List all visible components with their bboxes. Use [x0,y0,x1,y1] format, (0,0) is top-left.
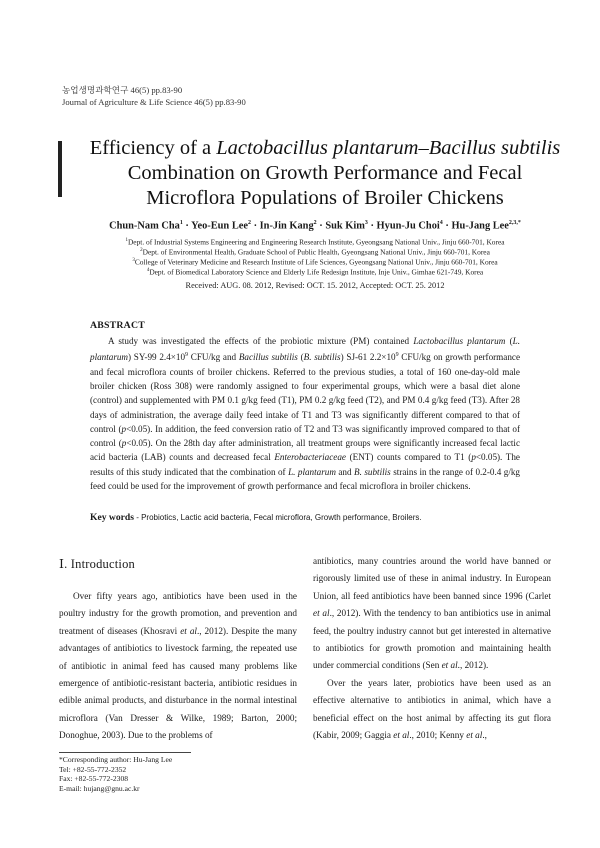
affiliation-marker: 2 [140,248,143,253]
italic-term: p [121,438,127,449]
title-species-1: Lactobacillus plantarum [216,137,419,159]
title-prefix: Efficiency of a [89,137,217,159]
italic-term: L. plantarum [288,466,336,477]
intro-paragraph-1 [59,588,297,745]
italic-term: B. subtilis [303,352,341,363]
intro-paragraph-2 [313,553,551,675]
italic-term: p [471,452,476,463]
author-list [60,220,570,231]
left-column [59,554,297,745]
text-run: ., [482,730,487,741]
text-run: Over the years later, probiotics have been used as an effective alternative to antibiotics in animal, which have a beneficial effect on the host animal by affecting its gut flora (Kabir, 2009; Gaggia [313,677,551,741]
journal-korean-citation: 농업생명과학연구 46(5) pp.83-90 [62,85,183,95]
superscript: 9 [185,352,189,359]
italic-term: et al [441,660,458,671]
title-line-1 [70,136,580,161]
received-dates: Received: AUG. 08. 2012, Revised: OCT. 15. 2012, Accepted: OCT. 25. 2012 [185,281,445,290]
corresponding-fax: Fax: +82-55-772-2308 [59,774,129,784]
italic-term: et al [466,730,483,741]
author-name: Suk Kim [325,220,365,232]
affiliation-text: Dept. of Biomedical Laboratory Science and Elderly Life Redesign Institute, Inje Univ., Gimhae 621-749, Korea [149,267,484,277]
author-name: In-Jin Kang [259,220,314,232]
text-run: Over fifty years ago, antibiotics have been used in the poultry industry for the growth promotion, and prevention and treatment of diseases (Khosravi [59,591,297,636]
italic-term: B. subtilis [354,466,391,477]
text-run: and [335,466,355,477]
right-column [313,553,551,744]
affiliation-text: Dept. of Environmental Health, Graduate School of Public Health, Gyeongsang National Univ., Jinju 660-701, Korea [142,247,490,257]
italic-term: et al [393,730,410,741]
abstract-paragraph [90,334,520,493]
author-name: Hyun-Ju Choi [376,220,440,232]
author-affiliation-marker: 2 [247,220,251,226]
text-run: ., 2010; Kenny [409,730,467,741]
affiliation-marker: 3 [132,258,135,263]
author-separator: · [316,220,326,232]
keywords [90,512,530,523]
text-run: ., 2012). With the tendency to ban antibiotics use in animal feed, the poultry industry cannot but get interested in alternative to antibiotics for growth promotion and maintaining health under commercial conditions (Sen [313,608,551,671]
corresponding-footnote [59,755,172,793]
author-name: Yeo-Eun Lee [191,220,248,232]
author-name: Chun-Nam Cha [109,220,180,232]
italic-term: et al [313,608,330,619]
text-run: antibiotics, many countries around the world have banned or rigorously limited use of these in animal industry. In European Union, all feed antibiotics have been banned since 1996 (Carlet [313,556,551,601]
italic-term: Bacillus subtilis [238,352,298,363]
keywords-heading: Key words [90,512,134,523]
text-run: <0.05). In addition, the feed conversion ratio of T2 and T3 was significantly improved compared to that of control ( [90,423,521,449]
text-run: CFU/kg and [188,352,239,363]
italic-term: Enterobacteriaceae [274,452,346,463]
title-line-3: Microflora Populations of Broiler Chickens [146,187,504,209]
title-dash: – [418,137,429,159]
italic-term: p [121,423,127,434]
text-run: ( [505,336,513,346]
author-name: Hu-Jang Lee [451,220,509,232]
affiliation-4 [60,266,570,277]
affiliation-marker: 4 [146,268,150,273]
corresponding-author: *Corresponding author: Hu-Jang Lee [59,755,173,764]
author-separator: · [182,220,192,232]
title-line-2: Combination on Growth Performance and Fecal [127,162,523,184]
affiliation-text: College of Veterinary Medicine and Research Institute of Life Sciences, Gyeongsang National Univ., Jinju 660-701, Korea [134,257,498,267]
title-species-2: Bacillus subtilis [428,137,561,159]
keywords-value: - Probiotics, Lactic acid bacteria, Fecal microflora, Growth performance, Broilers. [133,513,422,522]
affiliation-text: Dept. of Industrial Systems Engineering and Engineering Research Institute, Gyeongsang National Univ., Jinju 660-701, Korea [127,237,505,247]
text-run: ., 2012). Despite the many advantages of antibiotics to livestock farming, the repeated use of antibiotic in animal feed has caused many problems like emergence of antibiotic-resistant bacteria, antibiotic residues in edible animal products, and disturbance in the normal intestinal microflora (Van Dresser & Wilke, 1989; Barton, 2000; Donoghue, 2003). Due to the problems of [59,625,297,741]
text-run: A study was investigated the effects of the probiotic mixture (PM) contained [108,336,414,346]
italic-term: et al [180,625,197,636]
paper-title [70,136,580,211]
corresponding-tel: Tel: +82-55-772-2352 [59,764,127,774]
text-run: ( [297,352,304,363]
text-run: ) SJ-61 2.2×10 [340,352,396,363]
author-affiliation-marker: 2 [313,220,317,226]
intro-paragraph-3 [313,675,551,745]
italic-term: Lactobacillus plantarum [413,336,506,346]
author-affiliation-marker: 1 [179,220,183,226]
superscript: 9 [395,352,399,359]
journal-english-citation: Journal of Agriculture & Life Science 46(5) pp.83-90 [62,97,246,107]
text-run: (ENT) counts compared to T1 ( [345,452,472,463]
text-run: <0.05). On the 28th day after administration, all treatment groups were significantly increased fecal lactic acid bacteria (LAB) counts and decreased fecal [90,438,520,463]
text-run: CFU/kg on growth performance and fecal microflora counts of broiler chickens. Referred to the previous studies, a total of 160 one-day-old male broiler chicken (Ross 308) were randomly assigned to four experimental groups, which were a basal diet alone (control) and supplemented with PM 0.1 g/kg feed (T1), PM 0.2 g/kg feed (T2), and PM 0.4 g/kg feed (T3). After 28 days of administration, the average daily feed intake of T1 and T3 was significantly different compared to that of control ( [90,352,520,434]
author-separator: · [367,220,377,232]
author-separator: · [250,220,260,232]
abstract-heading: ABSTRACT [90,320,145,331]
footnote-rule [59,752,191,753]
text-run: ., 2012). [457,660,489,671]
author-separator: · [442,220,452,232]
author-affiliation-marker: 2,3,* [508,220,521,226]
section-heading-introduction: Ⅰ. Introduction [59,557,135,571]
author-affiliation-marker: 3 [364,220,368,226]
text-run: ) SY-99 2.4×10 [128,352,186,363]
title-accent-bar [58,141,62,197]
text-run: strains in the range of 0.2-0.4 g/kg feed could be used for the improvement of growth performance and fecal microflora in broiler chickens. [90,466,520,492]
corresponding-email: E-mail: hujang@gnu.ac.kr [59,783,140,793]
author-affiliation-marker: 4 [439,220,443,226]
affiliation-marker: 1 [125,238,128,243]
text-run: <0.05). The results of this study indicated that the combination of [90,452,520,477]
abstract-body [90,334,520,493]
italic-term: L. plantarum [90,336,520,363]
